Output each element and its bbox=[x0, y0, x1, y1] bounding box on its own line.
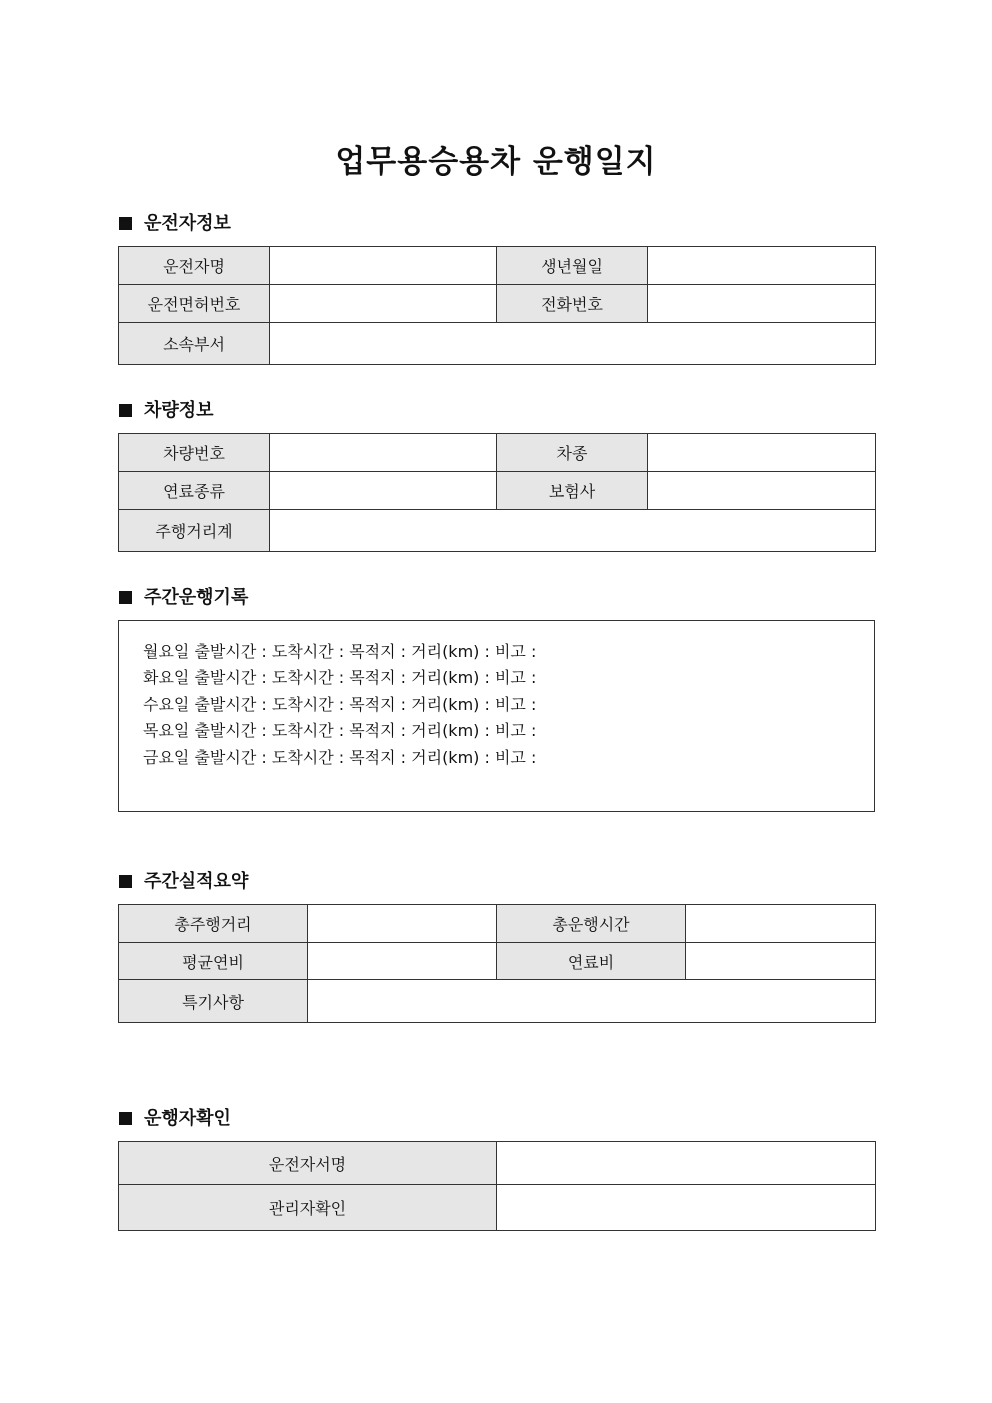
vehicle-model-field[interactable] bbox=[648, 434, 876, 472]
license-number-label: 운전면허번호 bbox=[119, 285, 270, 323]
square-bullet-icon bbox=[119, 217, 132, 230]
insurance-label: 보험사 bbox=[497, 472, 648, 510]
log-line-thursday: 목요일 출발시간 : 도착시간 : 목적지 : 거리(km) : 비고 : bbox=[143, 721, 537, 740]
birth-date-field[interactable] bbox=[648, 247, 876, 285]
manager-confirm-field[interactable] bbox=[497, 1185, 876, 1231]
square-bullet-icon bbox=[119, 591, 132, 604]
avg-efficiency-label: 평균연비 bbox=[119, 943, 308, 980]
license-number-field[interactable] bbox=[270, 285, 497, 323]
fuel-type-field[interactable] bbox=[270, 472, 497, 510]
square-bullet-icon bbox=[119, 875, 132, 888]
section-title-text: 주간실적요약 bbox=[144, 871, 249, 892]
square-bullet-icon bbox=[119, 404, 132, 417]
driver-name-label: 운전자명 bbox=[119, 247, 270, 285]
total-distance-field[interactable] bbox=[308, 905, 497, 943]
notes-label: 특기사항 bbox=[119, 980, 308, 1023]
section-title-text: 운행자확인 bbox=[144, 1108, 231, 1129]
driver-name-field[interactable] bbox=[270, 247, 497, 285]
total-time-label: 총운행시간 bbox=[497, 905, 686, 943]
log-line-monday: 월요일 출발시간 : 도착시간 : 목적지 : 거리(km) : 비고 : bbox=[143, 642, 537, 661]
notes-field[interactable] bbox=[308, 980, 876, 1023]
birth-date-label: 생년월일 bbox=[497, 247, 648, 285]
confirmation-table bbox=[118, 1141, 876, 1231]
square-bullet-icon bbox=[119, 1112, 132, 1125]
odometer-field[interactable] bbox=[270, 510, 876, 552]
department-field[interactable] bbox=[270, 323, 876, 365]
section-title-text: 운전자정보 bbox=[144, 213, 231, 234]
plate-number-field[interactable] bbox=[270, 434, 497, 472]
total-time-field[interactable] bbox=[686, 905, 876, 943]
weekly-summary-table bbox=[118, 904, 876, 1023]
odometer-label: 주행거리계 bbox=[119, 510, 270, 552]
section-title-confirmation bbox=[119, 1107, 231, 1131]
section-title-vehicle-info bbox=[119, 399, 214, 423]
manager-confirm-label: 관리자확인 bbox=[119, 1185, 497, 1231]
log-line-friday: 금요일 출발시간 : 도착시간 : 목적지 : 거리(km) : 비고 : bbox=[143, 748, 537, 767]
vehicle-info-table bbox=[118, 433, 876, 552]
vehicle-model-label: 차종 bbox=[497, 434, 648, 472]
log-line-tuesday: 화요일 출발시간 : 도착시간 : 목적지 : 거리(km) : 비고 : bbox=[143, 668, 537, 687]
fuel-cost-field[interactable] bbox=[686, 943, 876, 980]
section-title-weekly-log bbox=[119, 586, 248, 610]
fuel-type-label: 연료종류 bbox=[119, 472, 270, 510]
total-distance-label: 총주행거리 bbox=[119, 905, 308, 943]
section-title-driver-info bbox=[119, 212, 231, 236]
fuel-cost-label: 연료비 bbox=[497, 943, 686, 980]
plate-number-label: 차량번호 bbox=[119, 434, 270, 472]
department-label: 소속부서 bbox=[119, 323, 270, 365]
section-title-weekly-summary bbox=[119, 870, 248, 894]
driver-signature-label: 운전자서명 bbox=[119, 1142, 497, 1185]
driver-signature-field[interactable] bbox=[497, 1142, 876, 1185]
phone-number-field[interactable] bbox=[648, 285, 876, 323]
section-title-text: 주간운행기록 bbox=[144, 587, 249, 608]
insurance-field[interactable] bbox=[648, 472, 876, 510]
driver-info-table bbox=[118, 246, 876, 365]
phone-number-label: 전화번호 bbox=[497, 285, 648, 323]
weekly-log-box[interactable] bbox=[118, 620, 875, 812]
avg-efficiency-field[interactable] bbox=[308, 943, 497, 980]
section-title-text: 차량정보 bbox=[144, 400, 214, 421]
page-title: 업무용승용차 운행일지 bbox=[335, 144, 657, 180]
log-line-wednesday: 수요일 출발시간 : 도착시간 : 목적지 : 거리(km) : 비고 : bbox=[143, 695, 537, 714]
